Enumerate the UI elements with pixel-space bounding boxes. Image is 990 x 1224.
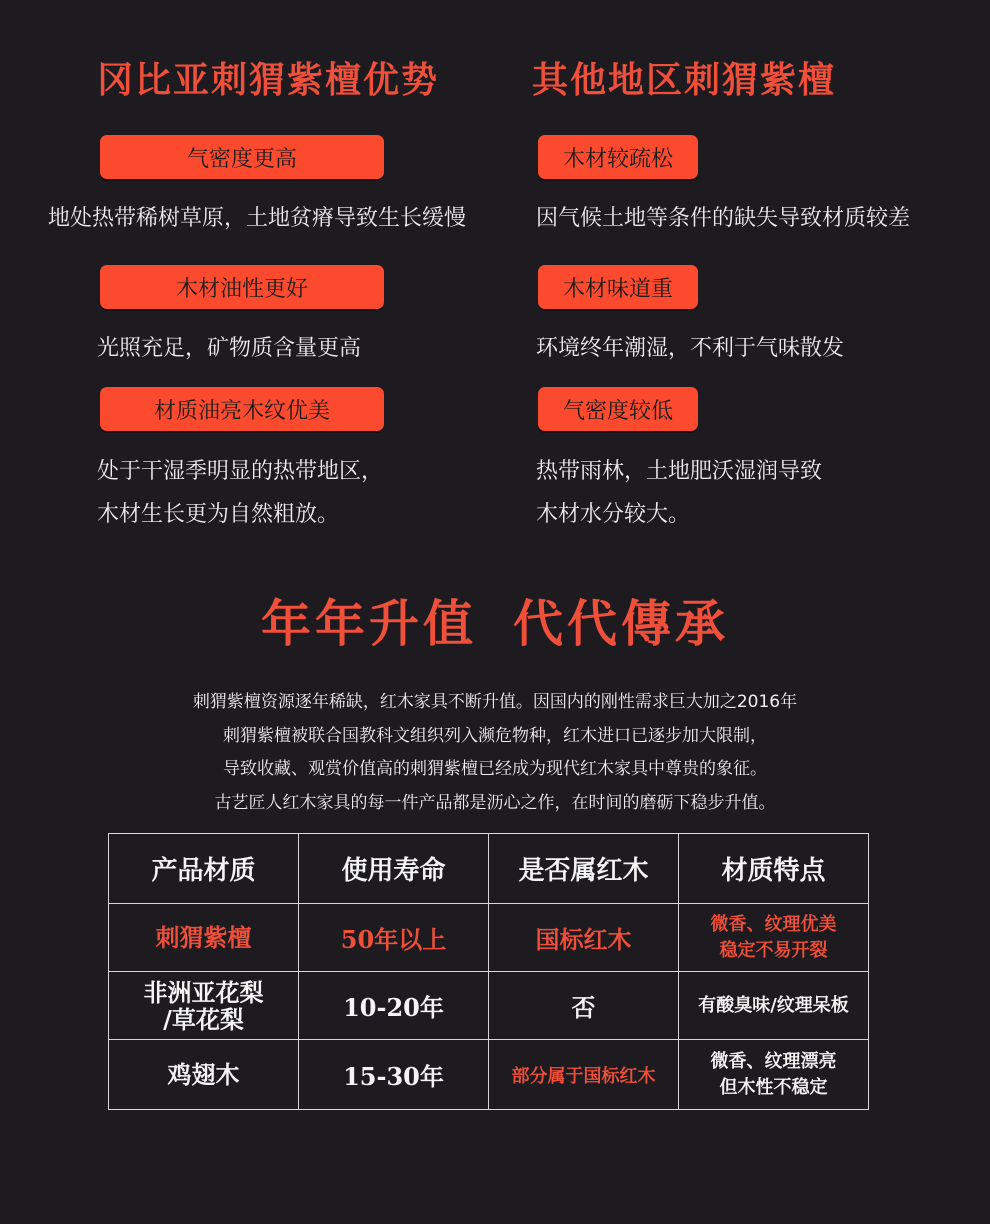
cell-material-text: 刺猬紫檀 [155, 923, 252, 952]
slogan [0, 592, 990, 656]
table-row [109, 972, 869, 1040]
cell-features-line2: 稳定不易开裂 [719, 939, 828, 961]
cell-features-line2: 但木性不稳定 [719, 1076, 828, 1098]
intro-line-2: 刺猬紫檀被联合国教科文组织列入濒危物种，红木进口已逐步加大限制， [223, 725, 767, 746]
others-heading: 其他地区刺猬紫檀 [532, 59, 837, 101]
cell-features [679, 1040, 869, 1110]
cell-material [109, 972, 299, 1040]
other-desc-loose: 因气候土地等条件的缺失导致材质较差 [536, 206, 911, 231]
cell-material-line2: /草花梨 [163, 1004, 244, 1034]
cell-features-line1: 微香、纹理优美 [710, 913, 837, 935]
table-row [109, 1040, 869, 1110]
cell-is-rosewood: 否 [489, 972, 679, 1040]
table-header-row [109, 834, 869, 904]
advantage-desc-grain-line1: 处于干湿季明显的热带地区， [97, 459, 384, 484]
header-features: 材质特点 [679, 834, 869, 904]
table-row [109, 904, 869, 972]
other-tag-loose: 木材较疏松 [538, 135, 698, 179]
cell-material-text: 鸡翅木 [167, 1060, 240, 1089]
advantages-heading: 冈比亚刺猬紫檀优势 [97, 59, 440, 101]
other-tag-density: 气密度较低 [538, 387, 698, 431]
advantage-tag-grain: 材质油亮木纹优美 [100, 387, 384, 431]
header-material: 产品材质 [109, 834, 299, 904]
cell-is-rosewood: 国标红木 [489, 904, 679, 972]
cell-lifespan: 15-30年 [299, 1040, 489, 1110]
cell-is-rosewood: 部分属于国标红木 [489, 1040, 679, 1110]
intro-paragraph [0, 686, 990, 820]
other-desc-smell: 环境终年潮湿，不利于气味散发 [536, 336, 845, 361]
slogan-part1: 年年升值 [261, 594, 477, 653]
advantage-desc-density: 地处热带稀树草原，土地贫瘠导致生长缓慢 [48, 206, 467, 231]
other-tag-smell: 木材味道重 [538, 265, 698, 309]
intro-line-1: 刺猬紫檀资源逐年稀缺，红木家具不断升值。因国内的刚性需求巨大加之2016年 [192, 692, 798, 712]
advantage-tag-oil: 木材油性更好 [100, 265, 384, 309]
advantage-tag-density: 气密度更高 [100, 135, 384, 179]
cell-features [679, 904, 869, 972]
advantage-desc-grain-line2: 木材生长更为自然粗放。 [97, 502, 340, 527]
cell-material [109, 904, 299, 972]
other-desc-density-line2: 木材水分较大。 [536, 502, 691, 527]
cell-features-line1: 有酸臭味/纹理呆板 [698, 994, 849, 1016]
cell-lifespan: 50年以上 [299, 904, 489, 972]
cell-features [679, 972, 869, 1040]
other-desc-density-line1: 热带雨林，土地肥沃湿润导致 [536, 459, 823, 484]
advantage-desc-oil: 光照充足，矿物质含量更高 [97, 336, 362, 361]
intro-line-3: 导致收藏、观赏价值高的刺猬紫檀已经成为现代红木家具中尊贵的象征。 [223, 759, 767, 779]
header-lifespan: 使用寿命 [299, 834, 489, 904]
cell-features-line1: 微香、纹理漂亮 [710, 1050, 837, 1072]
comparison-table [108, 833, 869, 1110]
cell-lifespan: 10-20年 [299, 972, 489, 1040]
cell-material [109, 1040, 299, 1110]
intro-line-4: 古艺匠人红木家具的每一件产品都是沥心之作，在时间的磨砺下稳步升值。 [214, 792, 776, 813]
slogan-part2: 代代傳承 [513, 594, 729, 653]
cell-material-line1: 非洲亚花梨 [143, 977, 264, 1007]
header-is-rosewood: 是否属红木 [489, 834, 679, 904]
